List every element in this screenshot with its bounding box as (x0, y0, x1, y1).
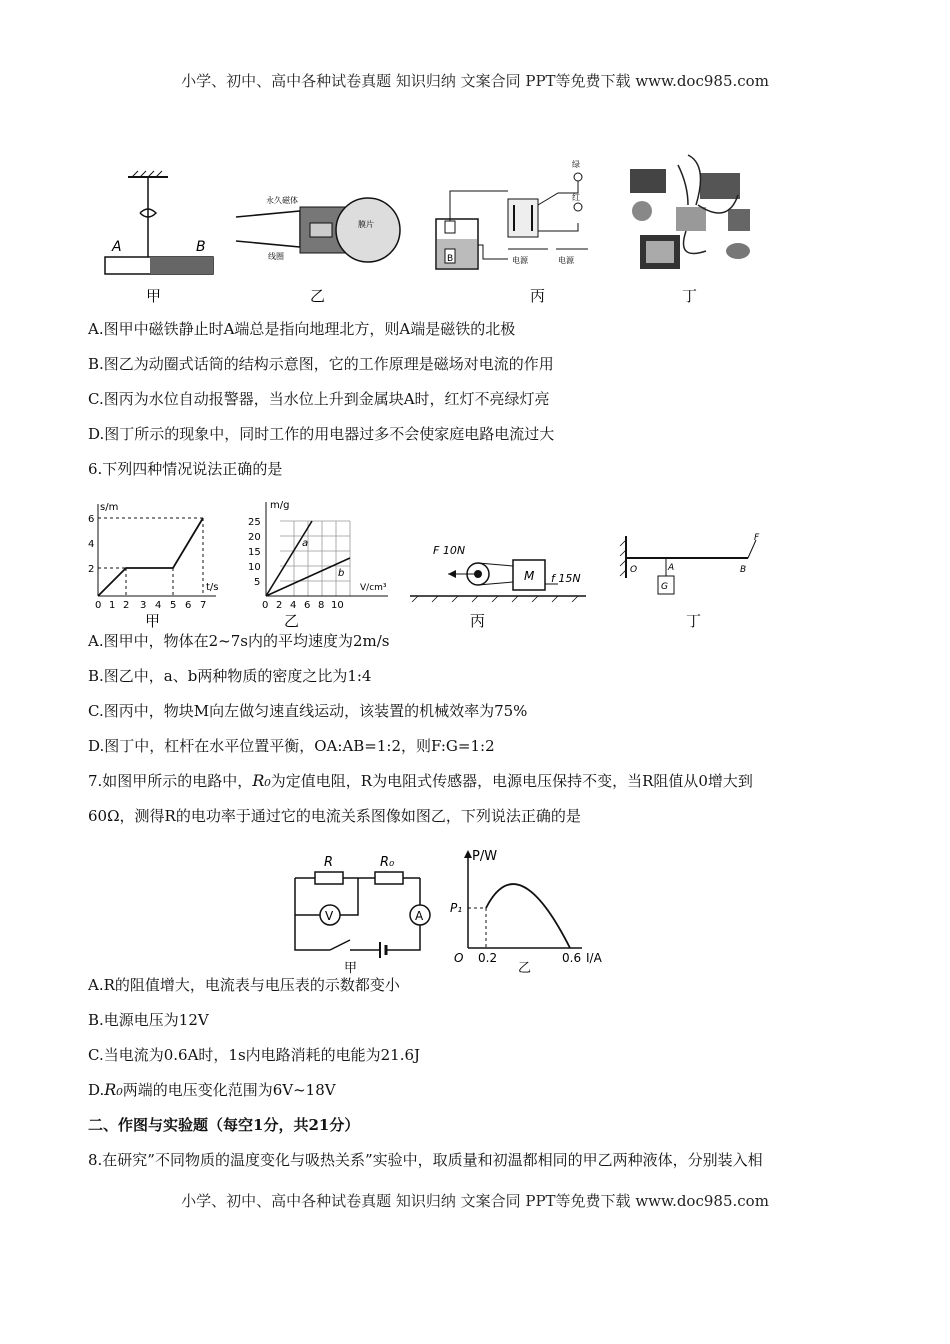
fig6-jia-xtick: 5 (170, 600, 177, 611)
q7-option-d (88, 1079, 336, 1100)
fig6-yi-ytick: 5 (254, 577, 261, 588)
fig5-caption-jia: 甲 (146, 287, 162, 305)
fig7-r0-label: R₀ (380, 855, 395, 870)
fig6-jia-ytick-4: 4 (88, 539, 95, 550)
fig7-ylabel: P/W (472, 849, 498, 864)
fig6-yi-xtick: 0 (262, 600, 269, 611)
fig6-yi-xtick: 4 (290, 600, 297, 611)
fig7-r-label: R (324, 855, 334, 870)
q6-option-d: D.图丁中，杠杆在水平位置平衡，OA:AB=1:2，则F:G=1:2 (88, 737, 495, 755)
fig6-jia-ytick-2: 2 (88, 564, 95, 575)
fig5-coil-label: 线圈 (268, 252, 284, 261)
fig6-ding-g: G (661, 582, 668, 592)
fig6-jia-xtick: 1 (109, 600, 116, 611)
fig5-caption-ding: 丁 (682, 287, 698, 305)
fig6-jia-xtick: 6 (185, 600, 192, 611)
fig6-bing-f1: F 10N (433, 544, 466, 557)
fig6-yi-ylabel: m/g (270, 500, 290, 511)
q7-r0-symbol: R₀ (252, 771, 271, 790)
q7-option-c: C.当电流为0.6A时，1s内电路消耗的电能为21.6J (88, 1046, 421, 1064)
fig7-yi-graph (450, 849, 603, 975)
q5-option-b: B.图乙为动圈式话筒的结构示意图，它的工作原理是磁场对电流的作用 (88, 355, 554, 373)
fig6-yi-line-b: b (338, 568, 345, 579)
fig6-jia-ytick-6: 6 (88, 514, 95, 525)
q7-stem-post: 为定值电阻，R为电阻式传感器，电源电压保持不变，当R阻值从0增大到 (270, 772, 753, 790)
fig7-x-tick-02: 0.2 (478, 951, 498, 965)
fig5-yi-microphone (236, 195, 400, 262)
fig5-red-label: 红 (572, 193, 580, 202)
fig5-caption-yi: 乙 (310, 287, 326, 305)
fig7-caption-jia: 甲 (344, 961, 358, 975)
fig6-jia-xtick: 4 (155, 600, 162, 611)
q7-option-d-r0: R₀ (104, 1080, 123, 1099)
q7-option-d-post: 两端的电压变化范围为6V~18V (122, 1081, 336, 1099)
fig7-ammeter: A (415, 909, 424, 923)
fig5-magnet-label: 永久磁体 (266, 196, 298, 205)
q8-stem: 8.在研究”不同物质的温度变化与吸热关系”实验中，取质量和初温都相同的甲乙两种液体，分别装入相 (88, 1151, 763, 1169)
fig6-bing-block: M (524, 569, 535, 583)
fig6-bing-pulley (410, 544, 586, 630)
q7-stem-pre: 7.如图甲所示的电路中， (88, 772, 253, 790)
q7-option-b: B.电源电压为12V (88, 1011, 209, 1029)
fig6-caption-ding: 丁 (686, 612, 702, 630)
fig5-label-a: A (112, 239, 122, 255)
fig7-voltmeter: V (325, 909, 334, 923)
q7-figure (240, 840, 630, 975)
page-header: 小学、初中、高中各种试卷真题 知识归纳 文案合同 PPT等免费下载 www.doc985.com (181, 72, 769, 90)
fig6-yi-xlabel: V/cm³ (360, 583, 387, 593)
fig5-membrane-label: 膜片 (358, 220, 374, 229)
fig6-jia-ylabel: s/m (100, 502, 119, 513)
q6-figure-row (88, 496, 788, 638)
fig6-jia-xtick: 3 (140, 600, 147, 611)
fig6-ding-f: F (754, 533, 760, 543)
q6-option-b: B.图乙中，a、b两种物质的密度之比为1:4 (88, 667, 372, 685)
q6-stem: 6.下列四种情况说法正确的是 (88, 460, 283, 478)
q7-option-a: A.R的阻值增大，电流表与电压表的示数都变小 (88, 976, 400, 994)
fig6-ding-o: O (630, 565, 638, 575)
fig6-jia-xtick: 7 (200, 600, 207, 611)
fig6-yi-ytick: 15 (248, 547, 261, 558)
fig5-caption-bing: 丙 (530, 287, 546, 305)
fig7-x-tick-06: 0.6 (562, 951, 582, 965)
fig6-yi-xtick: 2 (276, 600, 283, 611)
fig5-label-b: B (196, 239, 206, 255)
q5-option-d: D.图丁所示的现象中，同时工作的用电器过多不会使家庭电路电流过大 (88, 425, 555, 443)
fig5-green-label: 绿 (572, 160, 580, 169)
fig7-p1-label: P₁ (450, 901, 463, 915)
q5-option-c: C.图丙为水位自动报警器，当水位上升到金属块A时，红灯不亮绿灯亮 (88, 390, 550, 408)
q5-option-a: A.图甲中磁铁静止时A端总是指向地理北方，则A端是磁铁的北极 (88, 320, 516, 338)
fig6-yi-xtick: 10 (331, 600, 344, 611)
fig6-jia-xlabel: t/s (206, 582, 219, 593)
fig6-bing-f2: f 15N (551, 572, 581, 585)
fig6-caption-bing: 丙 (470, 612, 486, 630)
page-footer: 小学、初中、高中各种试卷真题 知识归纳 文案合同 PPT等免费下载 www.doc985.com (181, 1192, 769, 1210)
fig6-yi-line-a: a (302, 538, 309, 549)
fig5-power-label-1: 电源 (512, 256, 528, 265)
fig5-jia-magnet (105, 171, 213, 274)
fig7-xlabel: I/A (586, 951, 602, 965)
fig6-jia-xtick: 2 (123, 600, 130, 611)
q6-option-a: A.图甲中，物体在2~7s内的平均速度为2m/s (88, 632, 390, 650)
fig6-caption-yi: 乙 (284, 612, 300, 630)
fig6-yi-xtick: 8 (318, 600, 325, 611)
fig7-origin: O (454, 951, 464, 965)
q7-stem-line2: 60Ω，测得R的电功率于通过它的电流关系图像如图乙，下列说法正确的是 (88, 807, 581, 825)
fig6-ding-lever (620, 533, 760, 630)
fig5-ding-overload (630, 155, 750, 269)
fig6-yi-xtick: 6 (304, 600, 311, 611)
section-2-heading: 二、作图与实验题（每空1分，共21分） (88, 1116, 360, 1134)
fig6-yi-ytick: 25 (248, 517, 261, 528)
fig5-float-label: B (447, 254, 454, 264)
fig6-yi-ytick: 20 (248, 532, 261, 543)
fig6-jia-st-graph (88, 502, 219, 630)
fig6-ding-b: B (740, 565, 747, 575)
fig6-yi-ytick: 10 (248, 562, 261, 573)
q5-figure-row (88, 145, 788, 310)
fig6-ding-a: A (668, 563, 675, 573)
q7-option-d-pre: D. (88, 1081, 105, 1099)
fig5-bing-alarm (436, 160, 588, 269)
fig7-caption-yi: 乙 (518, 961, 532, 975)
fig6-yi-mv-graph (248, 500, 388, 630)
q6-option-c: C.图丙中，物块M向左做匀速直线运动，该装置的机械效率为75% (88, 702, 528, 720)
fig6-caption-jia: 甲 (145, 612, 161, 630)
fig7-jia-circuit (295, 872, 430, 958)
fig5-power-label-2: 电源 (558, 256, 574, 265)
fig6-jia-xtick: 0 (95, 600, 102, 611)
q7-stem-line1 (88, 770, 753, 791)
